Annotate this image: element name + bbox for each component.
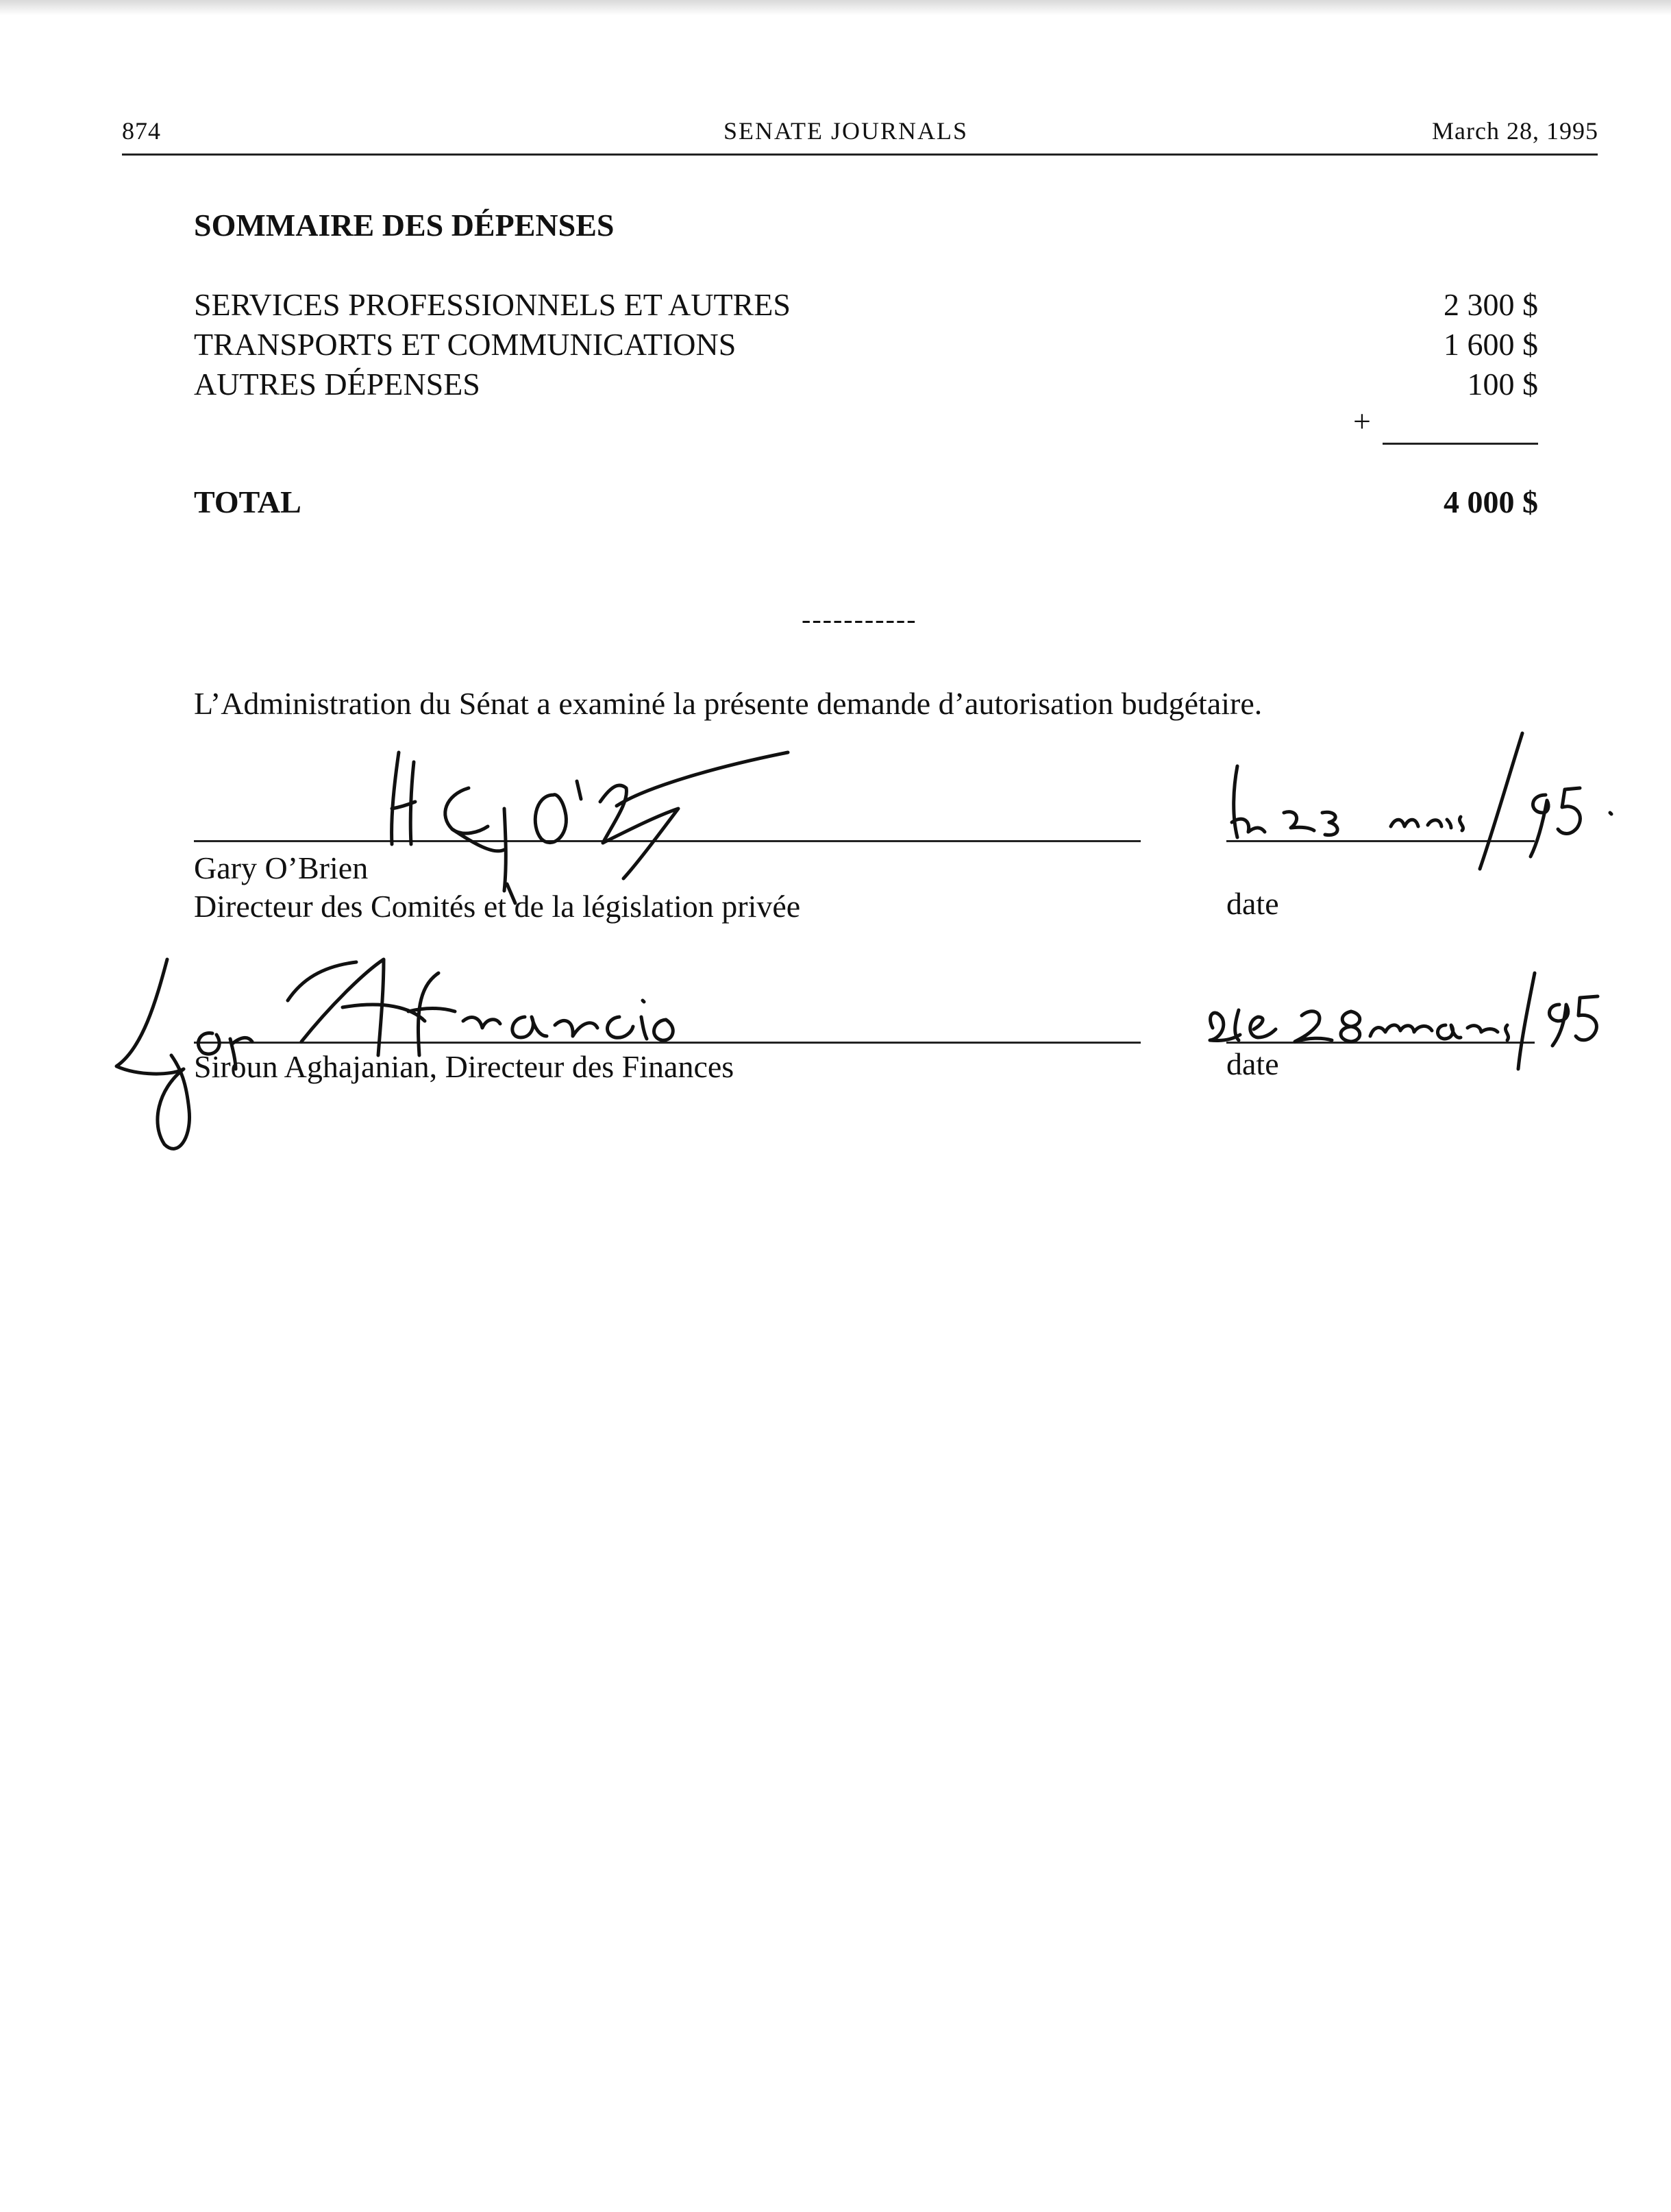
page-number: 874 [122, 117, 161, 145]
expense-amount: 1 600 $ [1444, 327, 1538, 362]
total-amount: 4 000 $ [1444, 484, 1538, 519]
section-separator: ----------- [802, 604, 917, 635]
total-label: TOTAL [194, 484, 301, 519]
plus-sign: + [1353, 404, 1371, 439]
scan-edge-shadow [0, 0, 1671, 15]
journal-title: SENATE JOURNALS [723, 117, 969, 145]
expense-label: AUTRES DÉPENSES [194, 367, 480, 402]
expense-label: SERVICES PROFESSIONNELS ET AUTRES [194, 287, 791, 322]
signatory-title: Directeur des Comités et de la législation privée [194, 889, 801, 924]
admin-note: L’Administration du Sénat a examiné la présente demande d’autorisation budgétaire. [194, 686, 1263, 721]
date-label: date [1226, 1046, 1279, 1081]
expense-row [194, 326, 1538, 366]
date-line [1226, 840, 1535, 842]
handwritten-signature-obrien [392, 752, 788, 903]
total-row [194, 484, 1538, 525]
signature-line [194, 1042, 1141, 1044]
sum-rule [1383, 443, 1538, 445]
handwritten-date-1 [1232, 733, 1611, 869]
signature-line [194, 840, 1141, 842]
expense-row [194, 286, 1538, 326]
header-date: March 28, 1995 [1432, 117, 1598, 145]
expense-amount: 100 $ [1467, 367, 1538, 402]
header-rule [122, 153, 1598, 156]
expense-row [194, 366, 1538, 406]
date-line [1226, 1042, 1535, 1044]
date-label: date [1226, 886, 1279, 921]
expense-amount: 2 300 $ [1444, 287, 1538, 322]
signatory-name-title: Siroun Aghajanian, Directeur des Finances [194, 1049, 734, 1084]
summary-title: SOMMAIRE DES DÉPENSES [194, 208, 615, 243]
expense-label: TRANSPORTS ET COMMUNICATIONS [194, 327, 737, 362]
signatory-name: Gary O’Brien [194, 850, 369, 885]
